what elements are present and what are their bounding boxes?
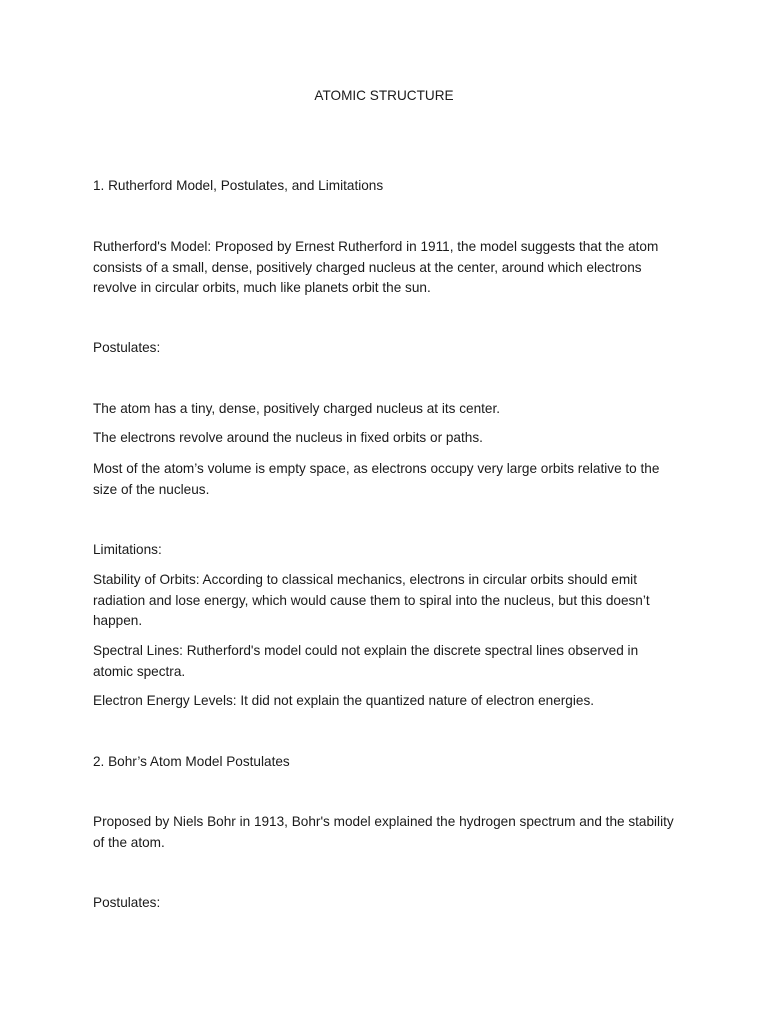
section-1-intro: Rutherford's Model: Proposed by Ernest Rutherford in 1911, the model suggests that the atom consists of a small, dense, positively charged nucleus at the center, around which electrons revolve in circular orbits, much like planets orbit the sun. [93, 239, 659, 295]
section-1-heading: 1. Rutherford Model, Postulates, and Limitations [93, 178, 384, 193]
section-2-heading: 2. Bohr’s Atom Model Postulates [93, 754, 290, 769]
postulate-item: The electrons revolve around the nucleus in fixed orbits or paths. [93, 430, 483, 445]
postulate-item: Most of the atom’s volume is empty space, as electrons occupy very large orbits relative to the size of the nucleus. [93, 461, 660, 497]
limitation-item: Stability of Orbits: According to classical mechanics, electrons in circular orbits should emit radiation and lose energy, which would cause them to spiral into the nucleus, but this doesn’t happen. [93, 572, 650, 628]
section-1-postulates-label: Postulates: [93, 340, 161, 355]
section-2-postulates-label: Postulates: [93, 895, 161, 910]
limitation-item: Spectral Lines: Rutherford's model could not explain the discrete spectral lines observed in atomic spectra. [93, 643, 639, 679]
limitation-item: Electron Energy Levels: It did not explain the quantized nature of electron energies. [93, 693, 595, 708]
section-2-intro: Proposed by Niels Bohr in 1913, Bohr's model explained the hydrogen spectrum and the stability of the atom. [93, 814, 674, 850]
page-title: ATOMIC STRUCTURE [314, 88, 454, 103]
postulate-item: The atom has a tiny, dense, positively charged nucleus at its center. [93, 401, 501, 416]
section-1-limitations-label: Limitations: [93, 542, 162, 557]
